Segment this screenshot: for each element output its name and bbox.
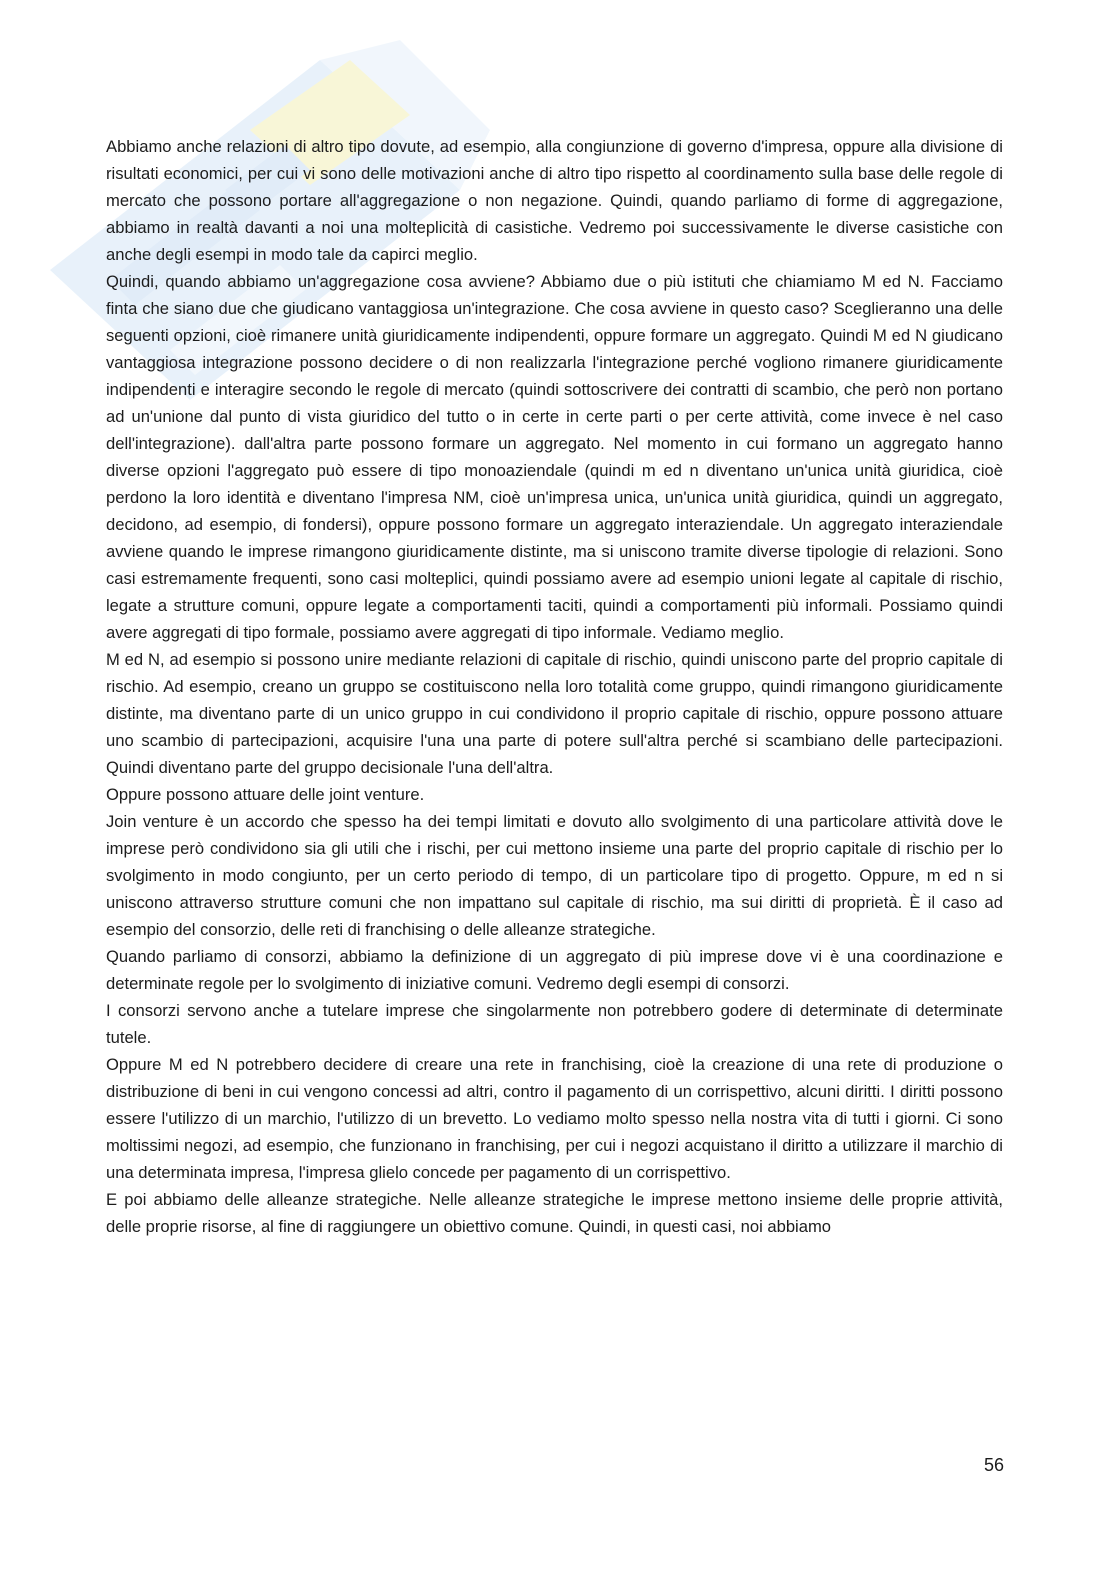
paragraph: E poi abbiamo delle alleanze strategiche. Nelle alleanze strategiche le imprese mettono insieme delle proprie attività, delle proprie risorse, al fine di raggiungere un obiettivo comune. Quindi, in questi casi, noi abbiamo [106,1190,1003,1236]
paragraph: Quando parliamo di consorzi, abbiamo la definizione di un aggregato di più imprese dove vi è una coordinazione e determinate regole per lo svolgimento di iniziative comuni. Vedremo degli esempi di consorzi. [106,947,1003,993]
paragraph: Oppure M ed N potrebbero decidere di creare una rete in franchising, cioè la creazione di una rete di produzione o distribuzione di beni in cui vengono concessi ad altri, contro il pagamento di un corrispettivo, alcuni diritti. I diritti possono essere l'utilizzo di un marchio, l'utilizzo di un brevetto. Lo vediamo molto spesso nella nostra vita di tutti i giorni. Ci sono moltissimi negozi, ad esempio, che funzionano in franchising, per cui i negozi acquistano il diritto a utilizzare il marchio di una determinata impresa, l'impresa glielo concede per pagamento di un corrispettivo. [106,1055,1003,1182]
paragraph: Abbiamo anche relazioni di altro tipo dovute, ad esempio, alla congiunzione di governo d'impresa, oppure alla divisione di risultati economici, per cui vi sono delle motivazioni anche di altro tipo rispetto al coordinamento sulla base delle regole di mercato che possono portare all'aggregazione o non negazione. Quindi, quando parliamo di forme di aggregazione, abbiamo in realtà davanti a noi una molteplicità di casistiche. Vedremo poi successivamente le diverse casistiche con anche degli esempi in modo tale da capirci meglio. [106,137,1003,264]
page-number: 56 [983,1455,1004,1475]
paragraph: Join venture è un accordo che spesso ha dei tempi limitati e dovuto allo svolgimento di una particolare attività dove le imprese però condividono sia gli utili che i rischi, per cui mettono insieme una parte del proprio capitale di rischio per lo svolgimento in modo congiunto, per un certo periodo di tempo, di un particolare tipo di progetto. Oppure, m ed n si uniscono attraverso strutture comuni che non impattano sul capitale di rischio, ma sui diritti di proprietà. È il caso ad esempio del consorzio, delle reti di franchising o delle alleanze strategiche. [106,812,1003,939]
paragraph: Quindi, quando abbiamo un'aggregazione cosa avviene? Abbiamo due o più istituti che chiamiamo M ed N. Facciamo finta che siano due che giudicano vantaggiosa un'integrazione. Che cosa avviene in questo caso? Sceglieranno una delle seguenti opzioni, cioè rimanere unità giuridicamente indipendenti, oppure formare un aggregato. Quindi M ed N giudicano vantaggiosa integrazione possono decidere o di non realizzarla l'integrazione perché vogliono rimanere giuridicamente indipendenti e interagire secondo le regole di mercato (quindi sottoscrivere dei contratti di scambio, che però non portano ad un'unione dal punto di vista giuridico del tutto o in certe in certe parti o per certe attività, come invece è nel caso dell'integrazione). dall'altra parte possono formare un aggregato. Nel momento in cui formano un aggregato hanno diverse opzioni l'aggregato può essere di tipo monoaziendale (quindi m ed n diventano un'unica unità giuridica, cioè perdono la loro identità e diventano l'impresa NM, cioè un'impresa unica, un'unica unità giuridica, quindi un aggregato, decidono, ad esempio, di fondersi), oppure possono formare un aggregato interaziendale. Un aggregato interaziendale avviene quando le imprese rimangono giuridicamente distinte, ma si uniscono tramite diverse tipologie di relazioni. Sono casi estremamente frequenti, sono casi molteplici, quindi possiamo avere ad esempio unioni legate al capitale di rischio, legate a strutture comuni, oppure legate a comportamenti taciti, quindi a comportamenti più informali. Possiamo quindi avere aggregati di tipo formale, possiamo avere aggregati di tipo informale. Vediamo meglio. [106,272,1003,642]
paragraph: M ed N, ad esempio si possono unire mediante relazioni di capitale di rischio, quindi uniscono parte del proprio capitale di rischio. Ad esempio, creano un gruppo se costituiscono nella loro totalità come gruppo, quindi rimangono giuridicamente distinte, ma diventano parte di un unico gruppo in cui condividono il proprio capitale di rischio, oppure possono attuare uno scambio di partecipazioni, acquisire l'una una parte di potere sull'altra perché si scambiano delle partecipazioni. Quindi diventano parte del gruppo decisionale l'una dell'altra. [106,650,1003,777]
document-body [106,133,1003,1240]
paragraph: Oppure possono attuare delle joint venture. [106,785,425,804]
paragraph: I consorzi servono anche a tutelare imprese che singolarmente non potrebbero godere di determinate di determinate tutele. [106,1001,1003,1047]
